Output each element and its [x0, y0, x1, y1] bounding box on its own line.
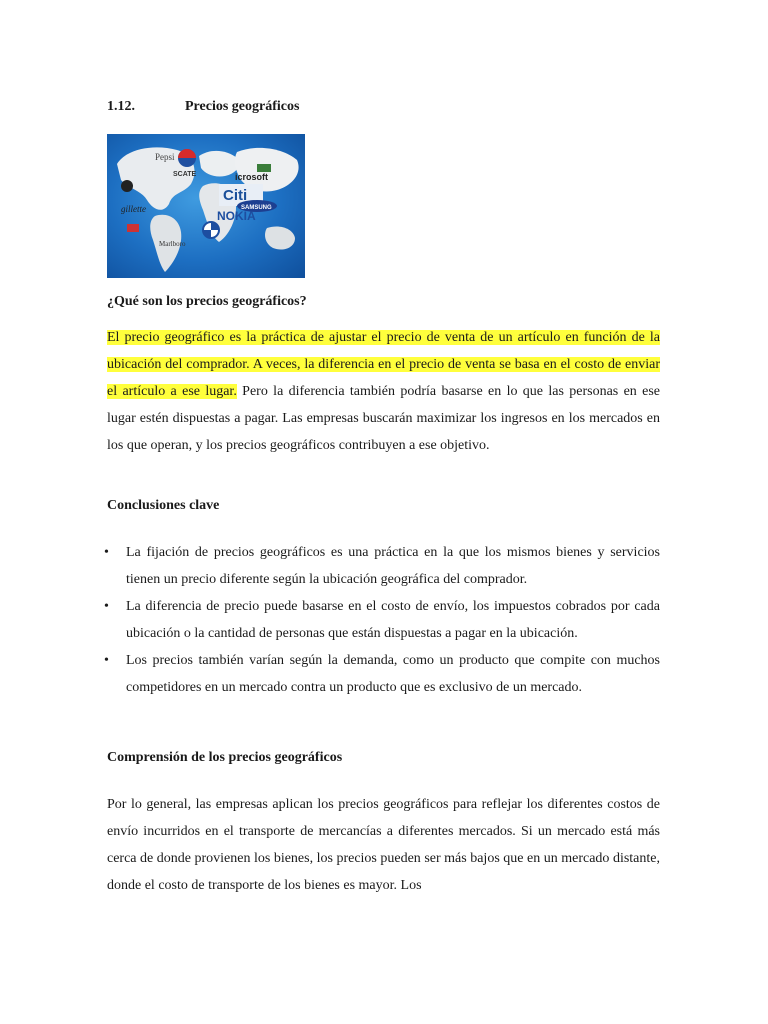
world-brands-map-image [107, 134, 305, 278]
logo-gillette: gillette [121, 204, 146, 214]
logo-microsoft: icrosoft [235, 172, 269, 182]
question-heading: ¿Qué son los precios geográficos? [107, 294, 307, 309]
key-conclusions-list [107, 539, 660, 701]
understanding-paragraph: Por lo general, las empresas aplican los precios geográficos para reflejar los diferentes costos de envío incurridos en el transporte de mercancías a diferentes mercados. Si un mercado está más cerca de donde provienen los bienes, los precios pueden ser más bajos que en un mercado distante, donde el costo de transporte de los bienes es mayor. Los [107, 797, 660, 893]
conclusions-heading: Conclusiones clave [107, 498, 220, 513]
bullet-item: • La fijación de precios geográficos es una práctica en la que los mismos bienes y servicios tienen un precio diferente según la ubicación geográfica del comprador. [107, 539, 660, 593]
section-heading [107, 99, 299, 115]
logo-citi: Citi [223, 187, 248, 204]
logo-pepsi: Pepsi [155, 152, 175, 162]
definition-paragraph [107, 324, 660, 459]
definition-rest: Pero la diferencia también podría basarse en lo que las personas en ese lugar estén dispuestas a pagar. Las empresas buscarán maximizar los ingresos en los mercados en los que operan, y los precios geográficos contribuyen a ese objetivo. [107, 384, 661, 453]
bullet-item: • Los precios también varían según la demanda, como un producto que compite con muchos competidores en un mercado contra un producto que es exclusivo de un mercado. [107, 647, 660, 701]
logo-marlboro: Marlboro [159, 240, 186, 248]
logo-nokia: NOKIA [217, 209, 256, 223]
section-title: Precios geográficos [185, 99, 300, 114]
bullet-item: • La diferencia de precio puede basarse en el costo de envío, los impuestos cobrados por cada ubicación o la cantidad de personas que están dispuestas a pagar en la ubicación. [107, 593, 660, 647]
section-number: 1.12. [107, 99, 135, 114]
understanding-heading: Comprensión de los precios geográficos [107, 750, 343, 765]
logo-scate: SCATE [173, 171, 197, 178]
logo-samsung: SAMSUNG [241, 205, 272, 211]
highlighted-text: El precio geográfico es la práctica de ajustar el precio de venta de un artículo en función de la ubicación del comprador. A veces, la diferencia en el precio de venta se basa en el costo de enviar el artículo a ese lugar. [107, 330, 660, 399]
